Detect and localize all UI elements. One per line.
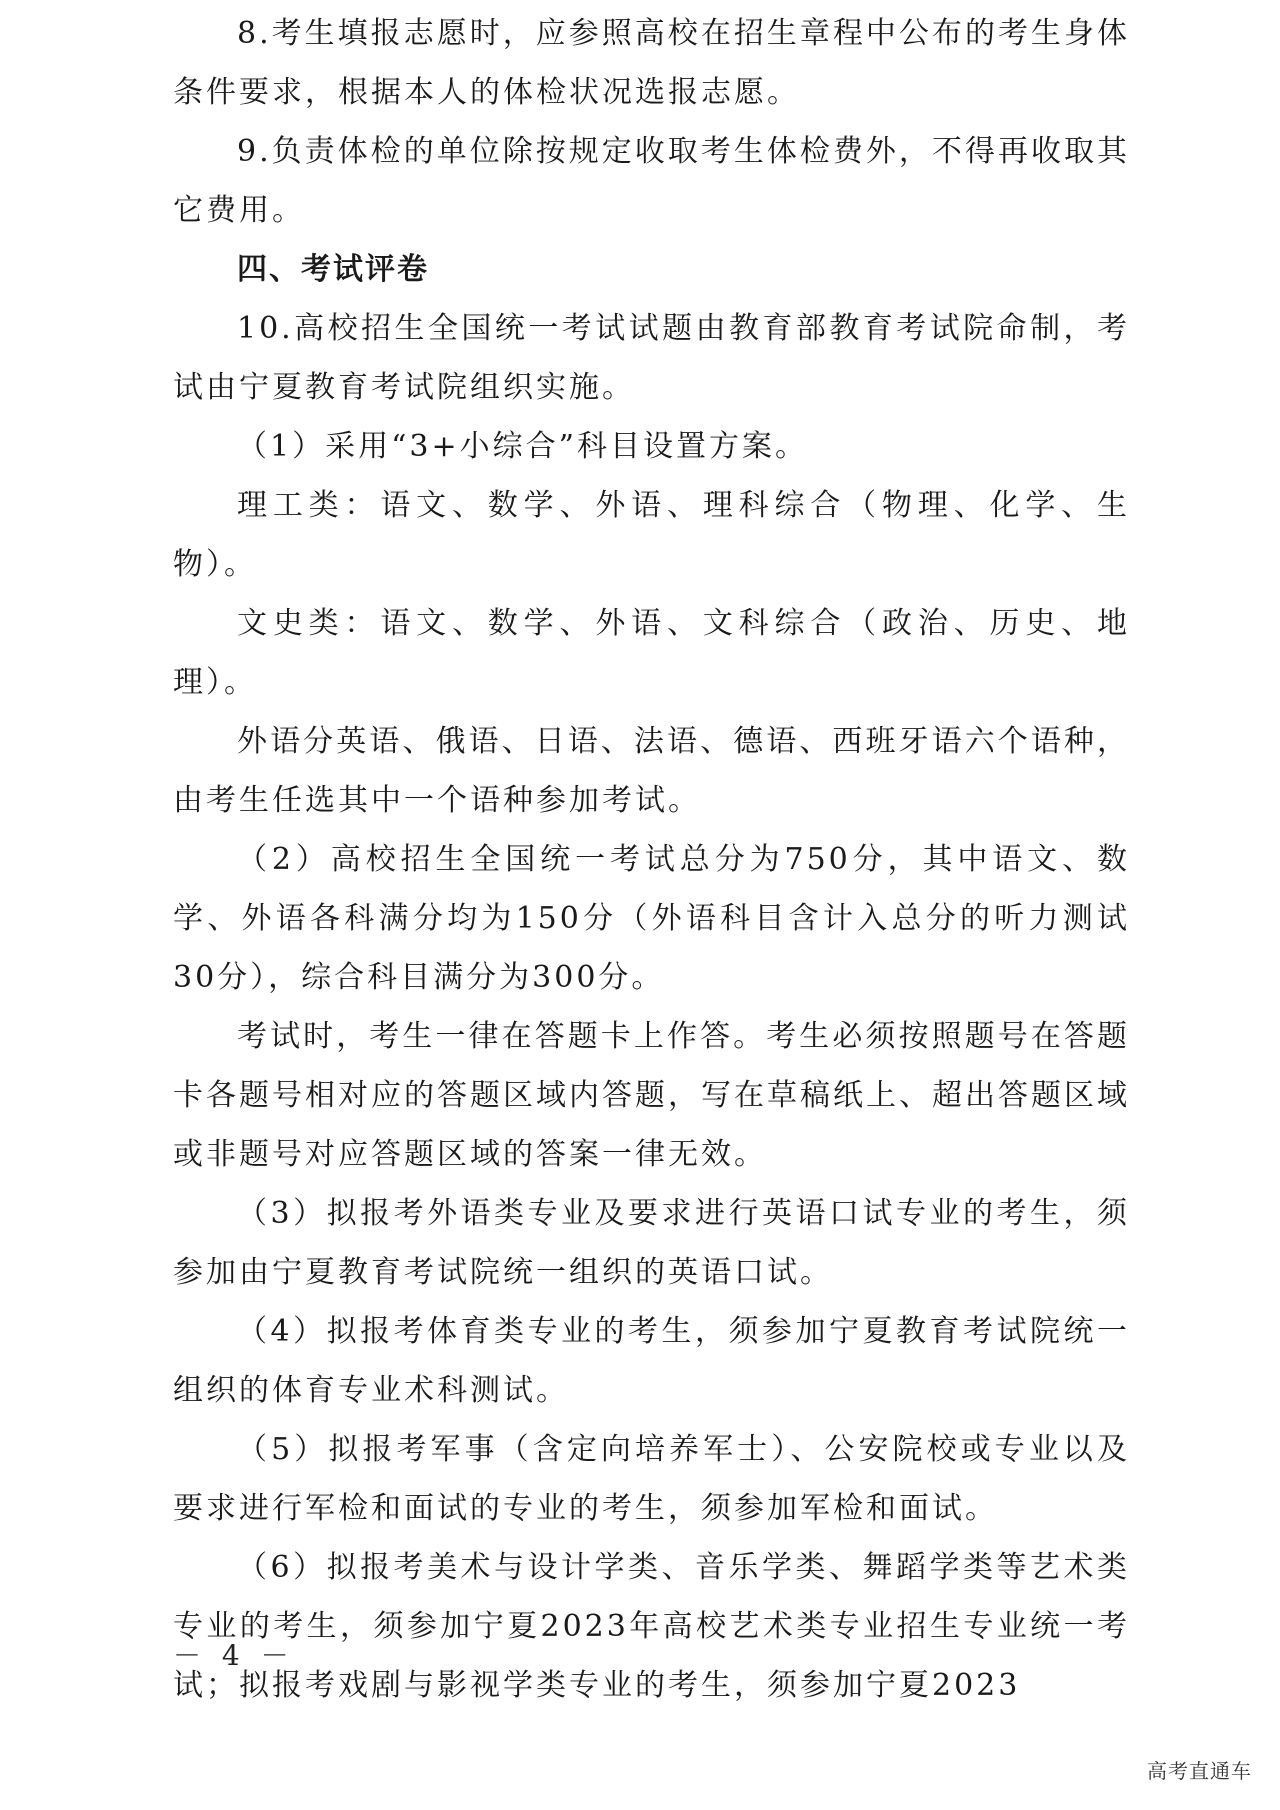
watermark-text: 高考直通车 <box>1147 1759 1252 1783</box>
paragraph-item-8: 8.考生填报志愿时，应参照高校在招生章程中公布的考生身体条件要求，根据本人的体检状况选报志愿。 <box>173 16 1130 110</box>
paragraph-total-score: （2）高校招生全国统一考试总分为750分，其中语文、数学、外语各科满分均为150分（外语科目含计入总分的听力测试30分），综合科目满分为300分。 <box>173 842 1130 995</box>
paragraph-item-10: 10.高校招生全国统一考试试题由教育部教育考试院命制，考试由宁夏教育考试院组织实施。 <box>173 311 1130 405</box>
page-number: － 4 － <box>173 1639 295 1672</box>
paragraph-science-track: 理工类：语文、数学、外语、理科综合（物理、化学、生物）。 <box>173 488 1130 582</box>
paragraph-foreign-languages: 外语分英语、俄语、日语、法语、德语、西班牙语六个语种，由考生任选其中一个语种参加考试。 <box>173 724 1130 818</box>
paragraph-military-police: （5）拟报考军事（含定向培养军士）、公安院校或专业以及要求进行军检和面试的专业的考生，须参加军检和面试。 <box>173 1432 1130 1526</box>
paragraph-arts-track: 文史类：语文、数学、外语、文科综合（政治、历史、地理）。 <box>173 606 1130 700</box>
paragraph-item-9: 9.负责体检的单位除按规定收取考生体检费外，不得再收取其它费用。 <box>173 134 1130 228</box>
body-text <box>173 4 1130 1715</box>
section-heading: 四、考试评卷 <box>237 252 429 287</box>
paragraph-oral-english: （3）拟报考外语类专业及要求进行英语口试专业的考生，须参加由宁夏教育考试院统一组织的英语口试。 <box>173 1196 1130 1290</box>
paragraph-sports-test: （4）拟报考体育类专业的考生，须参加宁夏教育考试院统一组织的体育专业术科测试。 <box>173 1314 1130 1408</box>
paragraph-subject-scheme: （1）采用“3+小综合”科目设置方案。 <box>237 429 808 464</box>
paragraph-answer-sheet: 考试时，考生一律在答题卡上作答。考生必须按照题号在答题卡各题号相对应的答题区域内答题，写在草稿纸上、超出答题区域或非题号对应答题区域的答案一律无效。 <box>173 1019 1130 1172</box>
paragraph-art-exam: （6）拟报考美术与设计学类、音乐学类、舞蹈学类等艺术类专业的考生，须参加宁夏2023年高校艺术类专业招生专业统一考试；拟报考戏剧与影视学类专业的考生，须参加宁夏2023 <box>173 1550 1130 1703</box>
